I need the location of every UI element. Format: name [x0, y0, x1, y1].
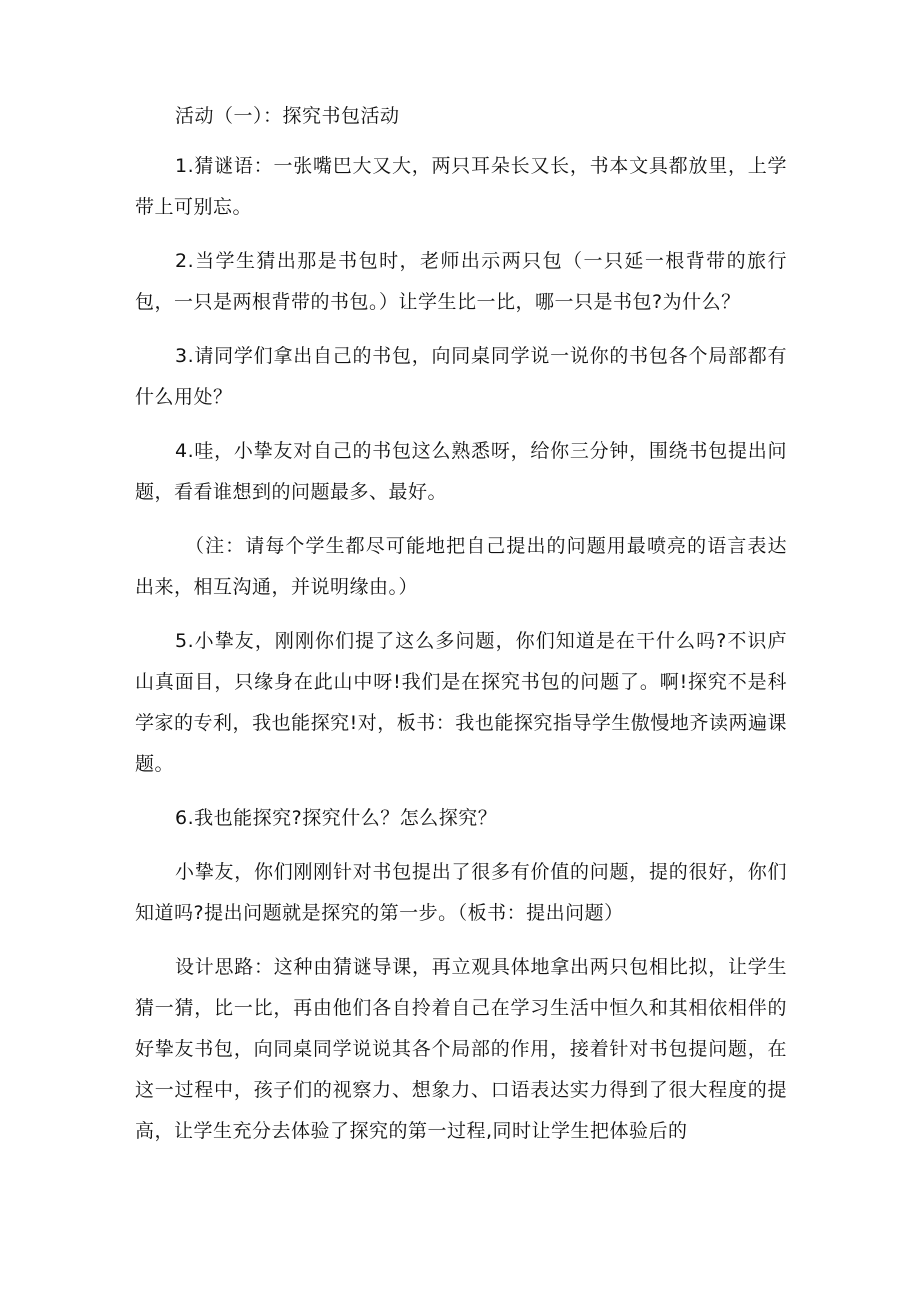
document-body — [135, 96, 787, 1165]
paragraph-what-to-explore: 6.我也能探究?探究什么？怎么探究？ — [175, 807, 498, 829]
paragraph-design-idea: 设计思路：这种由猜谜导课，再立观具体地拿出两只包相比拟，让学生猜一猜，比一比，再由他们各自拎着自己在学习生活中恒久和其相依相伴的好挚友书包，向同桌同学说说其各个局部的作用，接着针对书包提问题，在这一过程中，孩子们的视察力、想象力、口语表达实力得到了很大程度的提高，让学生充分去体验了探究的第一过程,同时让学生把体验后的 — [135, 956, 787, 1142]
paragraph-bag-parts: 3.请同学们拿出自己的书包，向同桌同学说一说你的书包各个局部都有什么用处？ — [135, 345, 787, 408]
paragraph-ask-questions: 4.哇，小挚友对自己的书包这么熟悉呀，给你三分钟，围绕书包提出问题，看看谁想到的问题最多、最好。 — [135, 440, 787, 503]
paragraph-note: （注：请每个学生都尽可能地把自己提出的问题用最喷亮的语言表达出来，相互沟通，并说明缘由。） — [135, 535, 787, 598]
paragraph-first-step: 小挚友，你们刚刚针对书包提出了很多有价值的问题，提的很好，你们知道吗?提出问题就是探究的第一步。（板书：提出问题） — [135, 861, 787, 924]
activity-heading: 活动（一）：探究书包活动 — [175, 105, 400, 127]
paragraph-exploring: 5.小挚友，刚刚你们提了这么多问题，你们知道是在干什么吗?不识庐山真面目，只缘身在此山中呀!我们是在探究书包的问题了。啊!探究不是科学家的专利，我也能探究!对，板书：我也能探究指导学生傲慢地齐读两遍课题。 — [135, 630, 787, 775]
paragraph-riddle: 1.猜谜语：一张嘴巴大又大，两只耳朵长又长，书本文具都放里，上学带上可别忘。 — [135, 155, 787, 218]
paragraph-show-bags: 2.当学生猜出那是书包时，老师出示两只包（一只延一根背带的旅行包，一只是两根背带的书包。）让学生比一比，哪一只是书包?为什么？ — [135, 250, 787, 313]
